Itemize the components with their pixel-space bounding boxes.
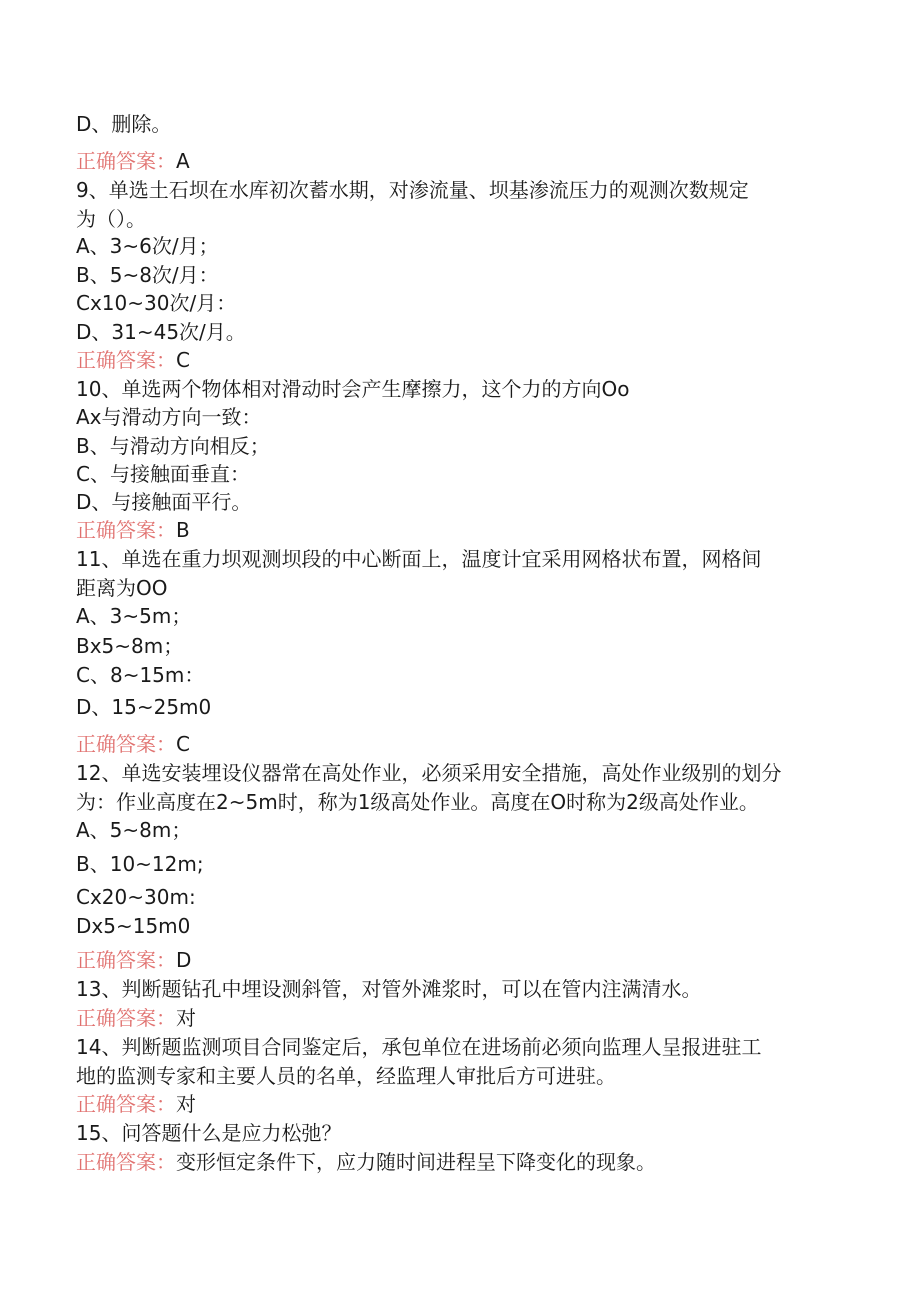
question-line: 12、单选安装埋设仪器常在高处作业，必须采用安全措施，高处作业级别的划分 [76,761,782,785]
option-line: A、5~8m； [76,818,192,842]
answer-line [76,347,190,373]
answer-line [76,731,190,757]
question-line: 9、单选土石坝在水库初次蓄水期，对渗流量、坝基渗流压力的观测次数规定 [76,178,749,202]
option-line: Ax与滑动方向一致： [76,405,262,429]
answer-label: 正确答案： [76,1006,176,1030]
answer-label: 正确答案： [76,732,176,756]
option-line: D、删除。 [76,112,172,136]
answer-line [76,148,190,174]
option-line: B、与滑动方向相反； [76,434,270,458]
question-line: 14、判断题监测项目合同鉴定后，承包单位在进场前必须向监理人呈报进驻工 [76,1035,762,1059]
option-line: A、3~5m； [76,604,192,628]
answer-line [76,1091,196,1117]
question-line: 距离为OO [76,576,168,600]
answer-line [76,517,190,543]
option-line: D、与接触面平行。 [76,490,252,514]
option-line: B、5~8次/月： [76,263,219,287]
answer-label: 正确答案： [76,518,176,542]
answer-value: C [176,348,190,372]
answer-label: 正确答案： [76,1092,176,1116]
question-line: 13、判断题钻孔中埋设测斜管，对管外滩浆时，可以在管内注满清水。 [76,977,702,1001]
answer-value: 变形恒定条件下，应力随时间进程呈下降变化的现象。 [176,1150,656,1174]
answer-value: 对 [176,1006,196,1030]
question-line: 为（）。 [76,207,146,231]
question-line: 为：作业高度在2~5m时，称为1级高处作业。高度在O时称为2级高处作业。 [76,790,759,814]
question-line: 15、问答题什么是应力松弛？ [76,1121,342,1145]
answer-value: C [176,732,190,756]
option-line: A、3~6次/月； [76,234,219,258]
option-line: Cx10~30次/月： [76,291,237,315]
option-line: B、10~12m; [76,852,204,876]
question-line: 10、单选两个物体相对滑动时会产生摩擦力，这个力的方向Oo [76,377,630,401]
option-line: D、15~25m0 [76,695,212,719]
option-line: Bx5~8m； [76,634,184,658]
answer-label: 正确答案： [76,948,176,972]
answer-label: 正确答案： [76,149,176,173]
answer-label: 正确答案： [76,1150,176,1174]
option-line: Cx20~30m: [76,885,196,909]
answer-value: 对 [176,1092,196,1116]
answer-value: B [176,518,190,542]
answer-value: D [176,948,192,972]
answer-line [76,947,191,973]
option-line: C、与接触面垂直： [76,462,250,486]
answer-label: 正确答案： [76,348,176,372]
option-line: D、31~45次/月。 [76,320,246,344]
answer-value: A [176,149,190,173]
question-line: 11、单选在重力坝观测坝段的中心断面上，温度计宜采用网格状布置，网格间 [76,547,762,571]
answer-line [76,1005,196,1031]
question-line: 地的监测专家和主要人员的名单，经监理人审批后方可进驻。 [76,1064,616,1088]
option-line: C、8~15m： [76,663,205,687]
answer-line [76,1149,656,1175]
option-line: Dx5~15m0 [76,914,191,938]
